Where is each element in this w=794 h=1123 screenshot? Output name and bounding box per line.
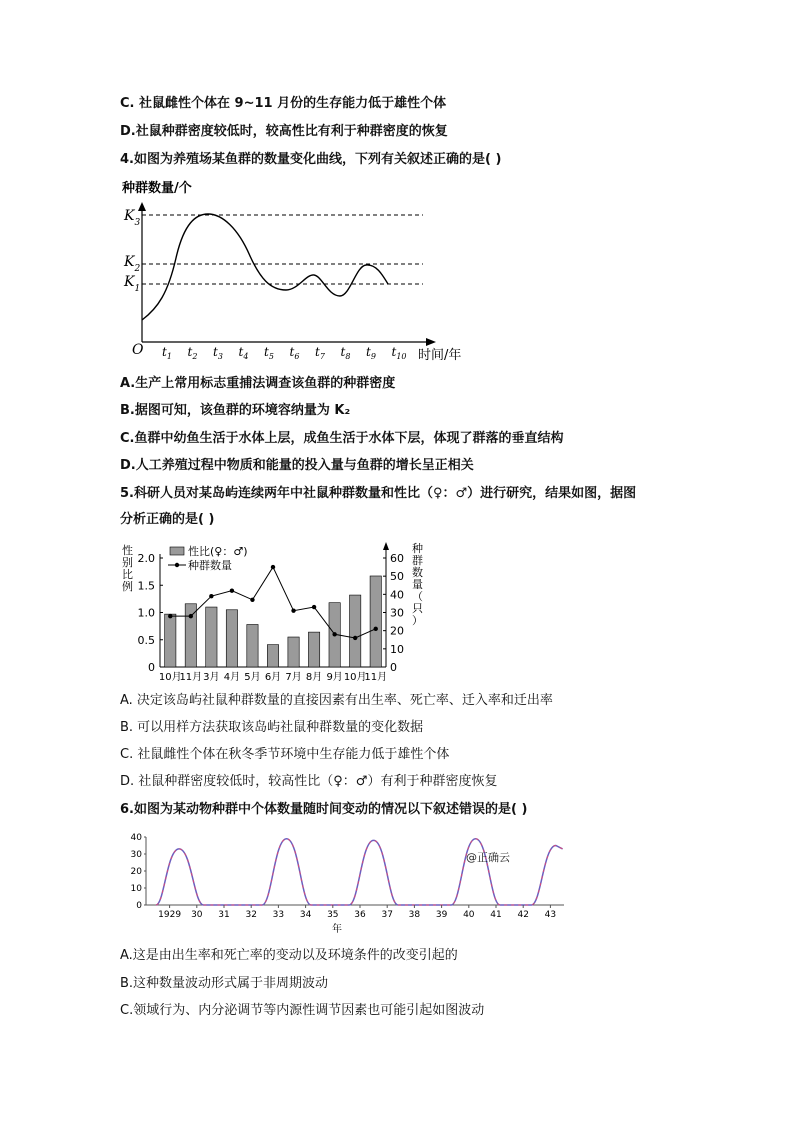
fig1-tick-label: $t_5$ xyxy=(264,345,274,361)
fluctuation-curve xyxy=(156,839,563,905)
q4-option-d: D.人工养殖过程中物质和能量的投入量与鱼群的增长呈正相关 xyxy=(120,458,474,473)
fig1-tick-label: $t_4$ xyxy=(238,345,249,361)
fig2-categories xyxy=(159,671,387,683)
q6-stem: 6.如图为某动物种群中个体数量随时间变动的情况以下叙述错误的是( ) xyxy=(120,802,528,817)
sex-ratio-population-chart xyxy=(118,540,428,683)
fig2-left-ticks xyxy=(138,552,164,674)
population-line xyxy=(170,567,375,638)
fig1-y-arrow xyxy=(138,202,146,211)
q3-option-c: C. 社鼠雌性个体在 9~11 月份的生存能力低于雄性个体 xyxy=(120,96,447,111)
fig2-category-label: 10月 xyxy=(343,672,367,683)
fig2-right-label-char: 群 xyxy=(412,554,423,567)
fish-population-chart xyxy=(118,178,478,364)
fig2-category-label: 11月 xyxy=(364,672,388,683)
q4-option-c: C.鱼群中幼鱼生活于水体上层，成鱼生活于水体下层，体现了群落的垂直结构 xyxy=(120,431,564,446)
fig2-right-tick-label: 50 xyxy=(390,570,404,584)
fig1-tick-label: $t_{10}$ xyxy=(391,345,407,361)
fig2-left-label-char: 别 xyxy=(122,556,133,569)
fig2-left-label-char: 比 xyxy=(122,568,133,581)
population-point xyxy=(168,614,172,618)
fig2-left-tick-label: 0 xyxy=(148,661,155,674)
fish-population-curve xyxy=(142,214,388,320)
fig3-xlabel: 年 xyxy=(332,924,342,935)
fig2-right-label-char: （ xyxy=(412,590,423,603)
population-point xyxy=(291,608,295,612)
population-point xyxy=(332,632,336,636)
q6-option-a: A.这是由出生率和死亡率的变动以及环境条件的改变引起的 xyxy=(120,948,458,963)
fig2-category-label: 5月 xyxy=(244,672,261,683)
legend-line-label: 种群数量 xyxy=(188,559,232,572)
fig3-y-tick-label: 10 xyxy=(130,884,142,894)
sex-ratio-bar xyxy=(247,624,258,667)
fig2-left-label-char: 性 xyxy=(122,544,133,557)
population-point xyxy=(353,636,357,640)
fig3-x-ticks xyxy=(158,905,556,920)
population-point xyxy=(209,594,213,598)
fig3-x-tick-label: 33 xyxy=(272,910,285,920)
fig2-left-tick-label: 2.0 xyxy=(137,552,155,565)
fig1-x-arrow xyxy=(426,338,436,346)
fig3-x-tick-label: 41 xyxy=(490,910,502,920)
k3-label: $K_3$ xyxy=(124,208,141,228)
fig2-dots xyxy=(168,565,378,640)
q6-option-c: C.领域行为、内分泌调节等内源性调节因素也可能引起如图波动 xyxy=(120,1003,485,1018)
population-fluctuation-chart xyxy=(118,828,568,934)
fig3-x-tick-label: 32 xyxy=(245,910,257,920)
fig1-tick-label: $t_6$ xyxy=(289,345,300,361)
fig2-right-tick-label: 10 xyxy=(390,642,404,656)
k2-label: $K_2$ xyxy=(124,254,141,274)
fig3-y-tick-label: 40 xyxy=(130,833,142,843)
fig1-tick-label: $t_7$ xyxy=(315,345,325,361)
q5-option-a: A. 决定该岛屿社鼠种群数量的直接因素有出生率、死亡率、迁入率和迁出率 xyxy=(120,693,553,708)
population-point xyxy=(189,614,193,618)
fig3-x-tick-label: 34 xyxy=(299,910,312,920)
fig3-x-tick-label: 43 xyxy=(544,910,557,920)
fig2-category-label: 3月 xyxy=(203,672,220,683)
fig2-right-label-char: 只 xyxy=(412,602,423,615)
q5-stem-line1: 5.科研人员对某岛屿连续两年中社鼠种群数量和性比（♀：♂）进行研究，结果如图，据图 xyxy=(120,486,637,501)
legend-bar-swatch xyxy=(170,547,184,555)
population-point xyxy=(250,598,254,602)
fig3-x-tick-label: 30 xyxy=(191,910,203,920)
fig2-category-label: 4月 xyxy=(223,672,241,683)
fig2-right-label-char: ） xyxy=(412,614,423,627)
fig3-x-tick-label: 38 xyxy=(408,910,421,920)
population-point xyxy=(271,565,275,569)
fig2-category-label: 6月 xyxy=(264,672,282,683)
fig2-bars xyxy=(165,576,382,667)
sex-ratio-bar xyxy=(308,632,319,667)
fig3-x-tick-label: 39 xyxy=(435,910,448,920)
fig3-x-tick-label: 40 xyxy=(463,910,475,920)
q4-stem: 4.如图为养殖场某鱼群的数量变化曲线，下列有关叙述正确的是( ) xyxy=(120,152,502,167)
fig1-ylabel: 种群数量/个 xyxy=(122,181,192,196)
fig3-x-tick-label: 36 xyxy=(354,910,366,920)
fig3-y-tick-label: 20 xyxy=(130,867,142,877)
fig1-origin: O xyxy=(132,342,144,358)
fig2-right-tick-label: 30 xyxy=(390,606,404,620)
fig3-x-tick-label: 35 xyxy=(327,910,339,920)
fig2-right-tick-label: 60 xyxy=(390,552,404,565)
legend-bar-label: 性比(♀：♂) xyxy=(188,545,248,558)
sex-ratio-bar xyxy=(288,637,299,667)
fig2-right-label-char: 数 xyxy=(412,566,423,579)
fig1-tick-label: $t_1$ xyxy=(162,345,172,361)
fig1-x-ticks xyxy=(162,345,407,361)
q5-option-d: D. 社鼠种群密度较低时，较高性比（♀：♂）有利于种群密度恢复 xyxy=(120,774,498,789)
sex-ratio-bar xyxy=(206,607,217,667)
fig2-right-axis-label xyxy=(412,542,423,627)
q3-option-d: D.社鼠种群密度较低时，较高性比有利于种群密度的恢复 xyxy=(120,124,448,139)
fig3-x-tick-label: 37 xyxy=(381,910,393,920)
fluctuation-curve-dashed xyxy=(156,839,563,905)
fig2-left-tick-label: 1.5 xyxy=(137,579,155,593)
fig1-xlabel: 时间/年 xyxy=(418,348,462,363)
watermark: @正确云 xyxy=(466,851,510,864)
fig3-x-tick-label: 42 xyxy=(517,910,529,920)
q5-option-c: C. 社鼠雌性个体在秋冬季节环境中生存能力低于雄性个体 xyxy=(120,747,450,762)
fig2-right-tick-label: 20 xyxy=(390,624,404,638)
q6-option-b: B.这种数量波动形式属于非周期波动 xyxy=(120,976,329,991)
fig1-tick-label: $t_9$ xyxy=(366,345,376,361)
fig2-category-label: 7月 xyxy=(285,672,302,683)
population-point xyxy=(230,589,234,593)
fig3-y-tick-label: 0 xyxy=(136,901,142,911)
population-point xyxy=(312,605,316,609)
q4-option-a: A.生产上常用标志重捕法调查该鱼群的种群密度 xyxy=(120,376,396,391)
q5-stem-line2: 分析正确的是( ) xyxy=(120,512,215,527)
sex-ratio-bar xyxy=(350,595,361,667)
sex-ratio-bar xyxy=(370,576,381,667)
fig2-right-arrow xyxy=(383,542,389,550)
fig2-left-label-char: 例 xyxy=(122,580,133,593)
fig2-right-label-char: 量 xyxy=(412,578,423,591)
fig3-x-tick-label: 1929 xyxy=(158,910,182,920)
fig2-category-label: 10月 xyxy=(158,672,182,683)
fig1-tick-label: $t_3$ xyxy=(213,345,223,361)
fig2-right-tick-label: 40 xyxy=(390,588,404,602)
sex-ratio-bar xyxy=(267,645,278,667)
fig3-y-ticks xyxy=(131,833,146,911)
population-point xyxy=(374,627,378,631)
fig1-tick-label: $t_8$ xyxy=(340,345,351,361)
sex-ratio-bar xyxy=(185,604,196,667)
fig2-left-tick-label: 1.0 xyxy=(137,606,155,620)
fig3-y-tick-label: 30 xyxy=(130,850,142,860)
fig2-category-label: 11月 xyxy=(179,672,203,683)
fig3-x-tick-label: 31 xyxy=(218,910,230,920)
q4-option-b: B.据图可知，该鱼群的环境容纳量为 K₂ xyxy=(120,403,351,418)
fig2-left-tick-label: 0.5 xyxy=(137,633,155,647)
legend-line-dot xyxy=(175,563,179,567)
fig2-right-tick-label: 0 xyxy=(390,661,397,674)
k1-label: $K_1$ xyxy=(124,274,141,294)
sex-ratio-bar xyxy=(226,610,237,667)
fig2-right-label-char: 种 xyxy=(412,542,423,555)
fig1-tick-label: $t_2$ xyxy=(187,345,198,361)
fig2-category-label: 9月 xyxy=(326,672,343,683)
fig2-left-axis-label xyxy=(122,543,133,593)
fig2-category-label: 8月 xyxy=(305,672,323,683)
sex-ratio-bar xyxy=(165,614,176,667)
q5-option-b: B. 可以用样方法获取该岛屿社鼠种群数量的变化数据 xyxy=(120,720,424,735)
